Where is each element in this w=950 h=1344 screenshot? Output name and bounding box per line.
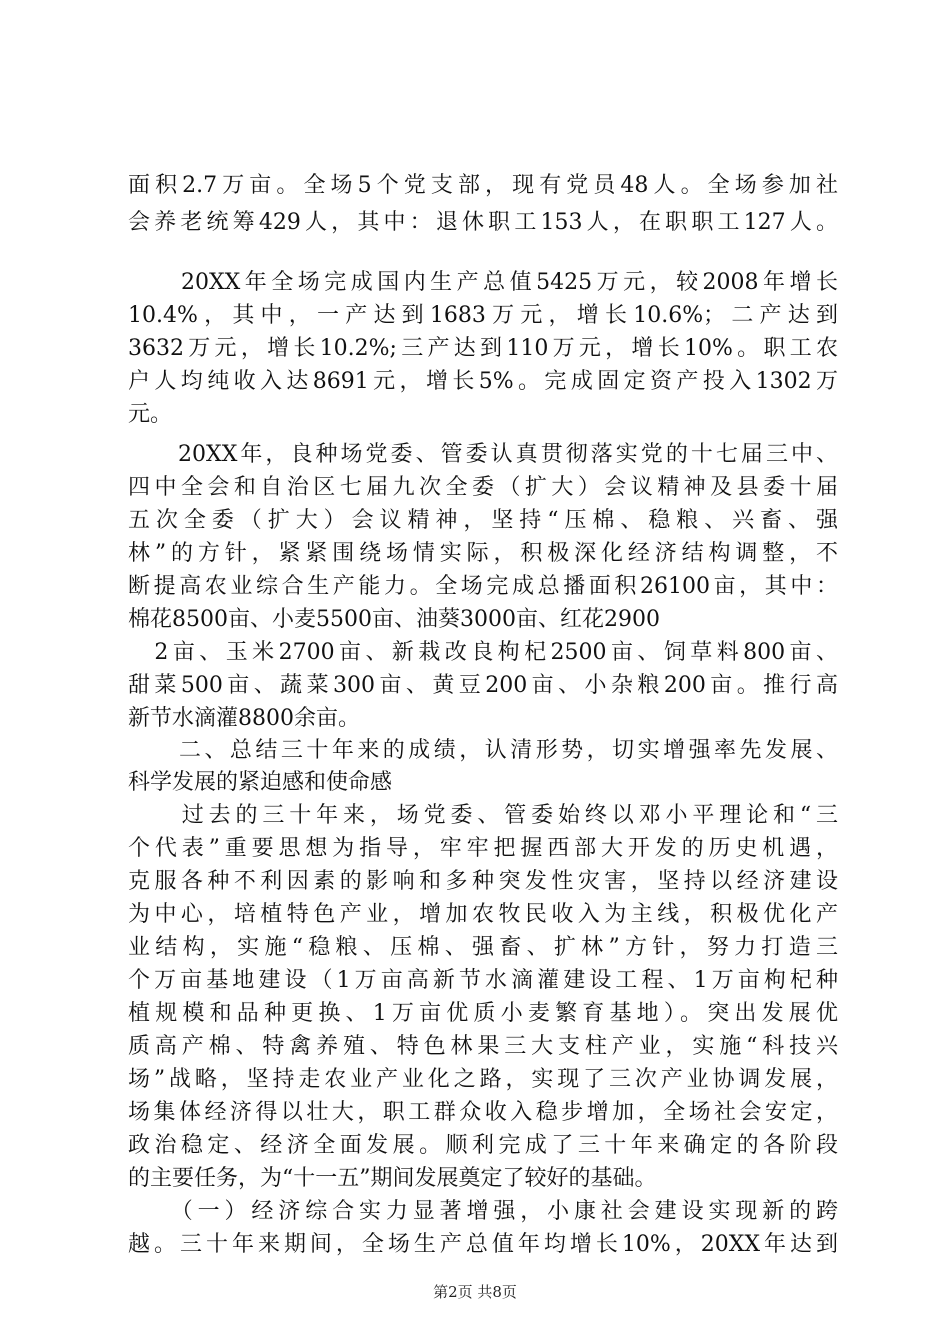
text-line: 越。三十年来期间，全场生产总值年均增长10%，20XX年达到 bbox=[128, 1232, 838, 1257]
text-line: 政治稳定、经济全面发展。顺利完成了三十年来确定的各阶段 bbox=[128, 1133, 838, 1158]
text-line: 质高产棉、特禽养殖、特色林果三大支柱产业，实施“科技兴 bbox=[128, 1034, 838, 1059]
text-line: （一）经济综合实力显著增强，小康社会建设实现新的跨 bbox=[128, 1199, 838, 1224]
text-line: 面积2.7万亩。全场5个党支部，现有党员48人。全场参加社 bbox=[128, 173, 838, 198]
text-line: 2亩、玉米2700亩、新栽改良枸杞2500亩、饲草料800亩、 bbox=[128, 640, 838, 665]
text-line: 3632万元，增长10.2%;三产达到110万元，增长10%。职工农 bbox=[128, 336, 838, 361]
text-line: 断提高农业综合生产能力。全场完成总播面积26100亩，其中： bbox=[128, 574, 838, 599]
text-line: 林”的方针，紧紧围绕场情实际，积极深化经济结构调整，不 bbox=[128, 541, 838, 566]
text-line: 五次全委（扩大）会议精神，坚持“压棉、稳粮、兴畜、强 bbox=[128, 508, 838, 533]
text-line: 克服各种不利因素的影响和多种突发性灾害，坚持以经济建设 bbox=[128, 869, 838, 894]
text-line: 户人均纯收入达8691元，增长5%。完成固定资产投入1302万 bbox=[128, 369, 838, 394]
section-heading-line: 二、总结三十年来的成绩，认清形势，切实增强率先发展、 bbox=[128, 738, 838, 763]
text-line: 20XX年，良种场党委、管委认真贯彻落实党的十七届三中、 bbox=[128, 442, 838, 467]
text-line: 会养老统筹429人，其中：退休职工153人，在职职工127人。 bbox=[128, 210, 838, 235]
text-line: 甜菜500亩、蔬菜300亩、黄豆200亩、小杂粮200亩。推行高 bbox=[128, 673, 838, 698]
text-line: 个代表”重要思想为指导，牢牢把握西部大开发的历史机遇， bbox=[128, 836, 838, 861]
text-line: 的主要任务，为“十一五”期间发展奠定了较好的基础。 bbox=[128, 1166, 657, 1191]
text-line: 为中心，培植特色产业，增加农牧民收入为主线，积极优化产 bbox=[128, 902, 838, 927]
section-heading-line: 科学发展的紧迫感和使命感 bbox=[128, 770, 393, 795]
text-line: 植规模和品种更换、1万亩优质小麦繁育基地）。突出发展优 bbox=[128, 1001, 838, 1026]
text-line: 10.4%，其中，一产达到1683万元，增长10.6%；二产达到 bbox=[128, 303, 838, 328]
text-line: 过去的三十年来，场党委、管委始终以邓小平理论和“三 bbox=[128, 803, 838, 828]
text-line: 元。 bbox=[128, 402, 173, 427]
text-line: 个万亩基地建设（1万亩高新节水滴灌建设工程、1万亩枸杞种 bbox=[128, 968, 838, 993]
text-line: 新节水滴灌8800余亩。 bbox=[128, 706, 360, 731]
text-line: 20XX年全场完成国内生产总值5425万元，较2008年增长 bbox=[128, 270, 838, 295]
text-line: 业结构，实施“稳粮、压棉、强畜、扩林”方针，努力打造三 bbox=[128, 935, 838, 960]
text-line: 场”战略，坚持走农业产业化之路，实现了三次产业协调发展， bbox=[128, 1067, 838, 1092]
text-line: 棉花8500亩、小麦5500亩、油葵3000亩、红花2900 bbox=[128, 607, 660, 632]
text-line: 四中全会和自治区七届九次全委（扩大）会议精神及县委十届 bbox=[128, 475, 838, 500]
page-number-footer: 第2页 共8页 bbox=[433, 1283, 517, 1301]
text-line: 场集体经济得以壮大，职工群众收入稳步增加，全场社会安定， bbox=[128, 1100, 838, 1125]
